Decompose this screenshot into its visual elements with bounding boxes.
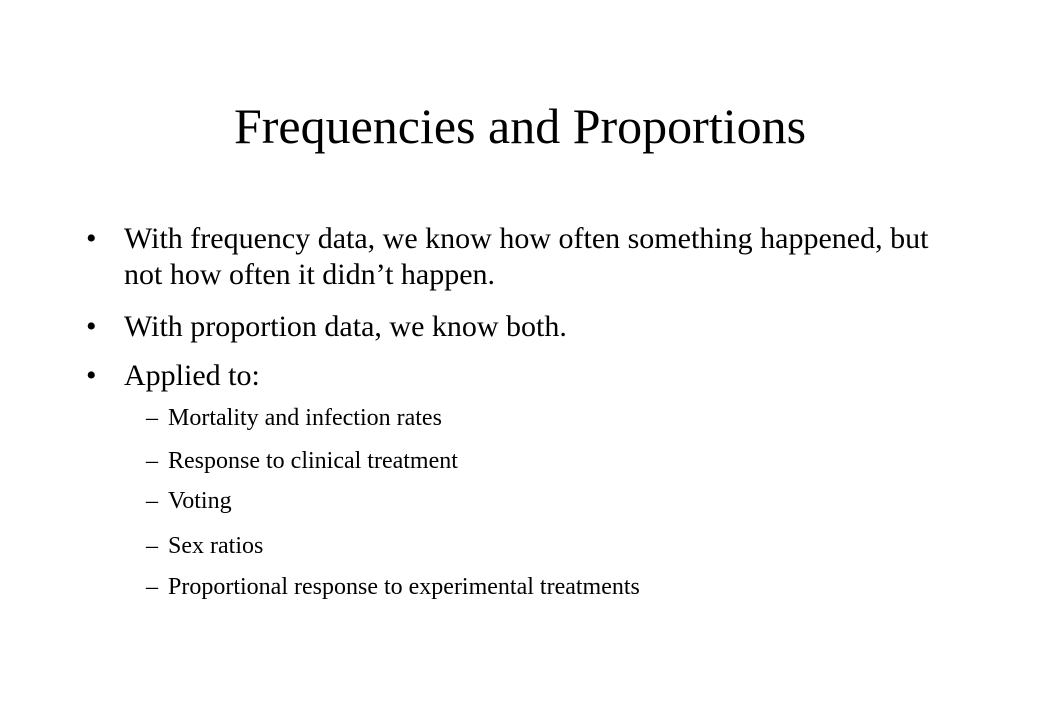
sub-bullet-text: Response to clinical treatment xyxy=(168,448,458,474)
sub-bullet-text: Voting xyxy=(168,488,232,514)
bullet-text: With proportion data, we know both. xyxy=(124,310,567,343)
dash-icon: – xyxy=(146,448,158,474)
bullet-text: With frequency data, we know how often something happened, but not how often it didn’t happen. xyxy=(124,222,929,291)
bullet-icon: • xyxy=(86,222,97,255)
sub-bullet-text: Mortality and infection rates xyxy=(168,405,442,431)
sub-bullet-text: Sex ratios xyxy=(168,533,264,559)
sub-bullet-text: Proportional response to experimental treatments xyxy=(168,574,640,600)
dash-icon: – xyxy=(146,405,158,431)
dash-icon: – xyxy=(146,488,158,514)
bullet-icon: • xyxy=(86,359,97,392)
dash-icon: – xyxy=(146,533,158,559)
bullet-text: Applied to: xyxy=(124,359,260,392)
dash-icon: – xyxy=(146,574,158,600)
bullet-icon: • xyxy=(86,310,97,343)
slide-title: Frequencies and Proportions xyxy=(233,98,807,154)
